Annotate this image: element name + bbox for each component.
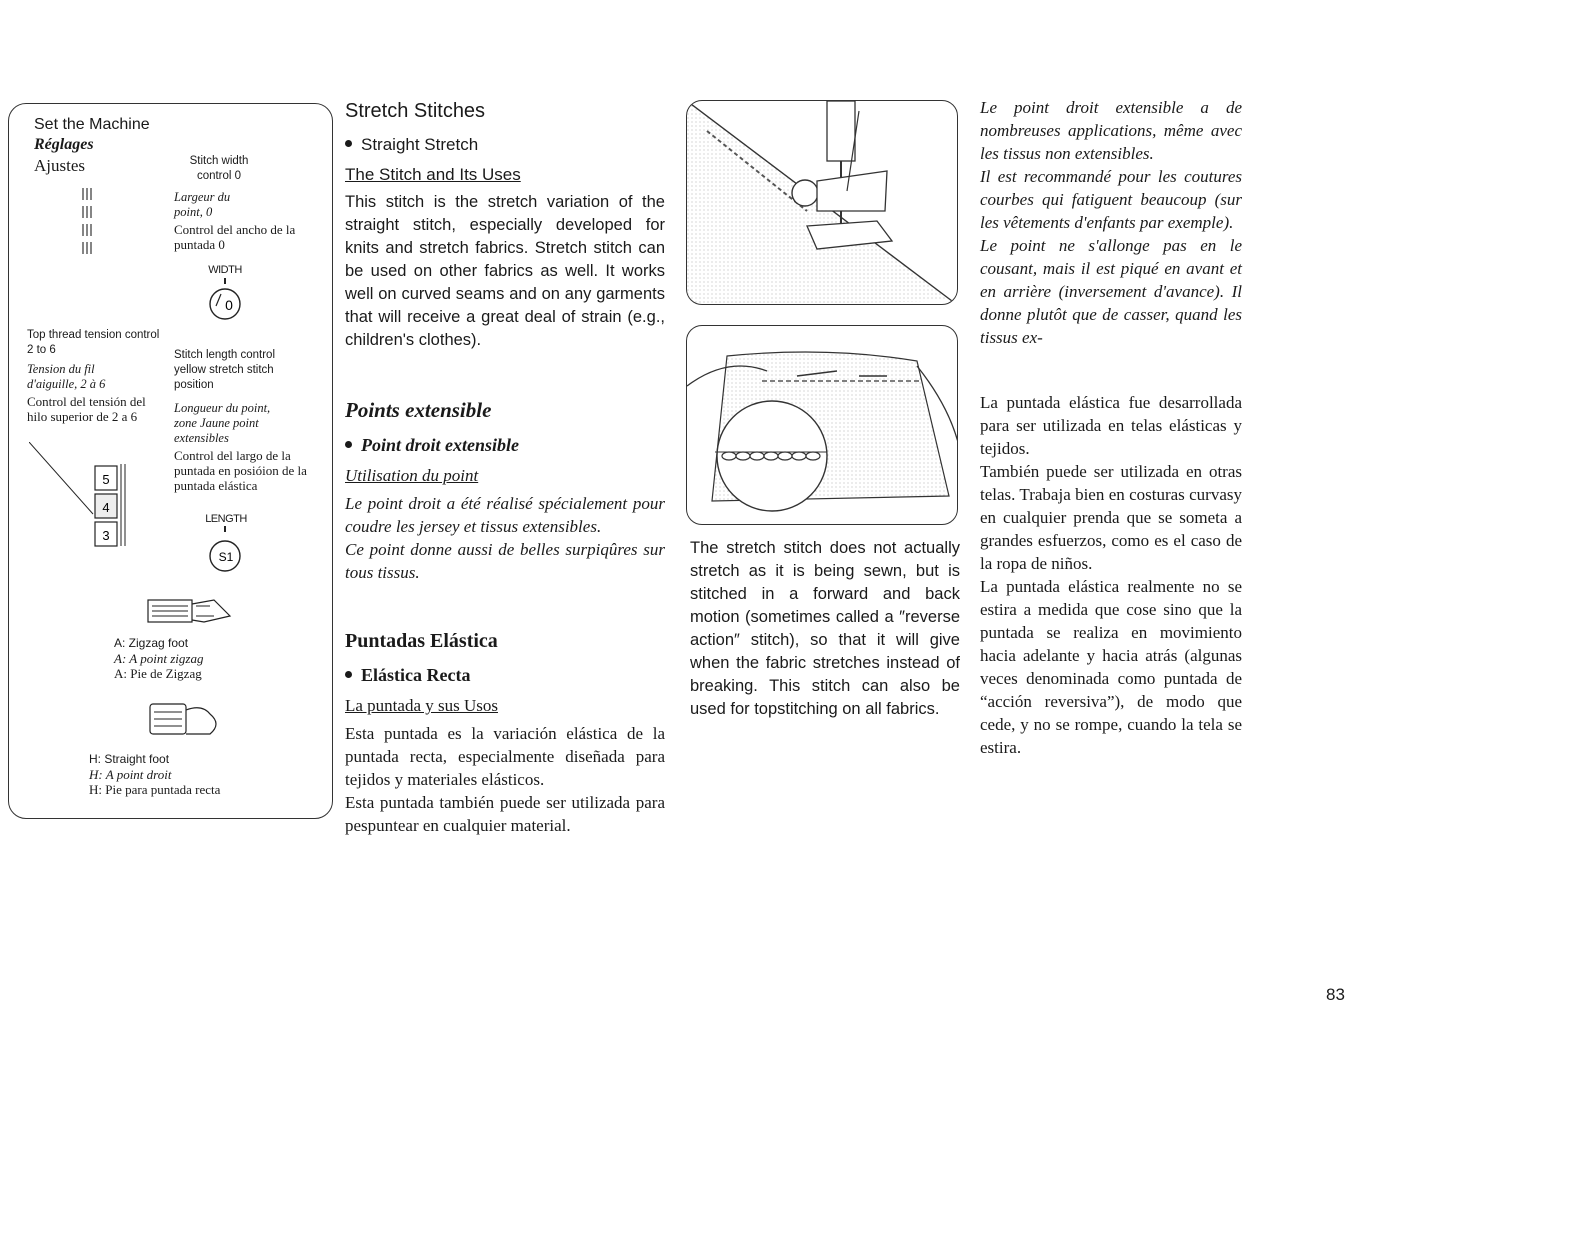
paragraph-fr-1: Le point droit a été réalisé spécialement pour coudre les jersey et tissus extensibles. [345,494,665,536]
machine-settings-panel [8,103,333,819]
paragraph-es-1: Esta puntada es la variación elástica de la puntada recta, especialmente diseñada para tejidos y materiales elásticos. [345,724,665,789]
subheading-en: The Stitch and Its Uses [345,165,521,184]
zigzag-foot-icon [144,594,234,628]
needle-fabric-illustration [687,101,958,305]
straight-foot-icon [144,700,234,740]
thread-guide-icon [79,186,99,256]
foot-h-label-fr: H: A point droit [89,767,172,782]
heading-es: Puntadas Elástica [345,630,498,652]
subheading-fr: Utilisation du point [345,466,479,485]
paragraph-fr-2: Ce point donne aussi de belles surpiqûres sur tous tissus. [345,540,665,582]
right-fr-2: Il est recommandé pour les coutures courbes qui fatiguent beaucoup (sur les vêtements d'enfants par exemple). [980,167,1242,232]
bullet-dot-icon [345,441,352,448]
tension-label-en: Top thread tension control 2 to 6 [27,329,160,356]
right-es-2: También puede ser utilizada en otras telas. Trabaja bien en costuras curvasy en cualquier prenda que se someta a grandes esfuerzos, como es el caso de la ropa de niños. [980,462,1242,573]
width-label-fr: Largeur du point, 0 [174,190,231,219]
foot-a-label-fr: A: A point zigzag [114,651,204,666]
panel-title-es: Ajustes [34,156,85,175]
right-es-1: La puntada elástica fue desarrollada para ser utilizada en telas elásticas y tejidos. [980,393,1242,458]
heading-en: Stretch Stitches [345,100,486,122]
bullet-en-label: Straight Stretch [361,135,479,154]
panel-title-fr: Réglages [34,136,94,153]
length-label-es: Control del largo de la puntada en posióion de la puntada elástica [174,448,307,493]
tension-dial-number: 4 [102,500,110,515]
width-dial-icon [205,278,245,322]
tension-label-fr: Tension du fil d'aiguille, 2 à 6 [27,362,106,391]
subheading-es: La puntada y sus Usos [345,696,498,715]
width-dial-label: WIDTH [208,264,242,276]
fabric-stretch-figure [686,325,958,525]
bullet-en [345,135,665,155]
paragraph-es-2: Esta puntada también puede ser utilizada para pespuntear en cualquier material. [345,793,665,835]
page-number: 83 [1326,985,1345,1004]
foot-h-label-en: H: Straight foot [89,752,170,766]
bullet-fr-label: Point droit extensible [361,435,520,455]
presser-foot-figure [686,100,958,305]
length-dial-label: LENGTH [205,513,247,525]
bullet-dot-icon [345,140,352,147]
bullet-es [345,665,665,686]
foot-a-label-es: A: Pie de Zigzag [114,666,202,681]
bullet-dot-icon [345,671,352,678]
continuation-en: The stretch stitch does not actually stretch as it is being sewn, but is stitched in a forward and back motion (sometimes called a ″reverse action″ stitch), so that it will give when the fabric stretches instead of breaking. This stitch can also be used for topstitching on all fabrics. [690,539,960,718]
heading-fr: Points extensible [345,398,492,422]
length-dial-icon [205,526,245,576]
continuation-column [690,537,960,721]
instructions-column [345,100,665,837]
right-fr-3: Le point ne s'allonge pas en le cousant, mais il est piqué en avant et en arrière (inversement d'avance). Il donne plutôt que de casser, quand les tissus ex- [980,236,1242,347]
right-text-column [980,96,1242,759]
panel-title-en: Set the Machine [34,116,150,133]
width-dial-value: 0 [225,297,233,313]
width-label-es: Control del ancho de la puntada 0 [174,222,296,252]
tension-dial-icon [29,442,159,552]
length-label-fr: Longueur du point, zone Jaune point extensibles [174,401,271,445]
foot-a-label-en: A: Zigzag foot [114,636,189,650]
tension-dial-number: 5 [102,472,110,487]
length-label-en: Stitch length control yellow stretch stitch position [174,349,276,391]
paragraph-en: This stitch is the stretch variation of the straight stitch, especially developed for knits and stretch fabrics. Stretch stitch can be used on other fabrics as well. It works well on curved seams and on any garments that will receive a great deal of strain (e.g., children's clothes). [345,193,665,349]
length-dial-value: S1 [218,550,234,564]
width-label-en: Stitch width control 0 [189,155,249,182]
tension-dial-number: 3 [102,528,110,543]
tension-label-es: Control del tensión del hilo superior de 2 a 6 [27,394,146,424]
foot-h-label-es: H: Pie para puntada recta [89,782,221,797]
bullet-es-label: Elástica Recta [361,665,471,685]
stretch-fabric-illustration [687,326,958,525]
right-es-3: La puntada elástica realmente no se estira a medida que cose sino que la puntada se realiza en movimiento hacia adelante y hacia atrás (algunas veces denominada como puntada de “acción reversiva”), de modo que cede, y no se rompe, cuando la tela se estira. [980,577,1242,757]
right-fr-1: Le point droit extensible a de nombreuses applications, même avec les tissus non extensibles. [980,98,1242,163]
bullet-fr [345,435,665,456]
